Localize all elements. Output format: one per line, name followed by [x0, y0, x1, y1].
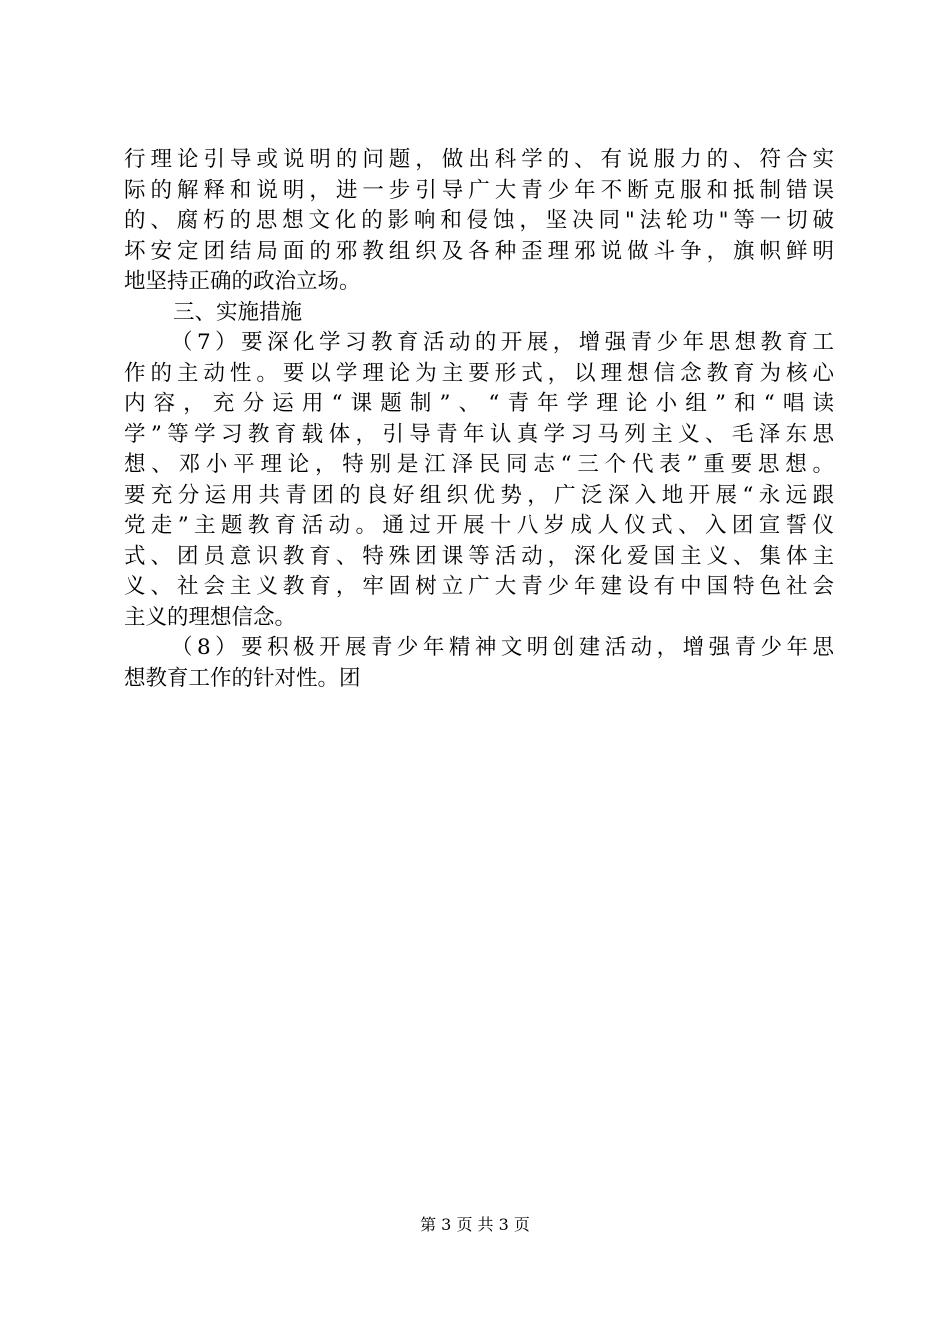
text-line: 作的主动性。要以学理论为主要形式，以理想信念教育为核心 [124, 360, 834, 386]
text-line: 主义的理想信念。 [124, 604, 297, 630]
text-line: 要充分运用共青团的良好组织优势，广泛深入地开展“永远跟 [124, 482, 834, 508]
text-line: （8）要积极开展青少年精神文明创建活动，增强青少年思 [171, 635, 834, 660]
text-line: 行理论引导或说明的问题，做出科学的、有说服力的、符合实 [124, 147, 834, 172]
text-line: 学”等学习教育载体，引导青年认真学习马列主义、毛泽东思 [124, 421, 834, 447]
text-line: 义、社会主义教育，牢固树立广大青少年建设有中国特色社会 [124, 574, 834, 599]
text-line: 党走”主题教育活动。通过开展十八岁成人仪式、入团宣誓仪 [124, 513, 834, 538]
text-line: 坏安定团结局面的邪教组织及各种歪理邪说做斗争，旗帜鲜明 [124, 238, 834, 264]
text-line: 地坚持正确的政治立场。 [124, 269, 361, 294]
text-line: 想、邓小平理论，特别是江泽民同志“三个代表”重要思想。 [124, 452, 834, 477]
text-line: 际的解释和说明，进一步引导广大青少年不断克服和抵制错误 [124, 177, 834, 203]
text-line: 想教育工作的针对性。团 [124, 665, 361, 691]
section-heading: 三、实施措施 [173, 299, 303, 325]
text-line: 内容，充分运用“课题制”、“青年学理论小组”和“唱读 [124, 391, 834, 416]
body-text [124, 145, 834, 694]
text-line: （7）要深化学习教育活动的开展，增强青少年思想教育工 [171, 330, 834, 355]
text-line: 式、团员意识教育、特殊团课等活动，深化爱国主义、集体主 [124, 543, 834, 569]
page-number-footer: 第 3 页 共 3 页 [420, 1215, 530, 1234]
text-line: 的、腐朽的思想文化的影响和侵蚀，坚决同"法轮功"等一切破 [124, 208, 834, 233]
